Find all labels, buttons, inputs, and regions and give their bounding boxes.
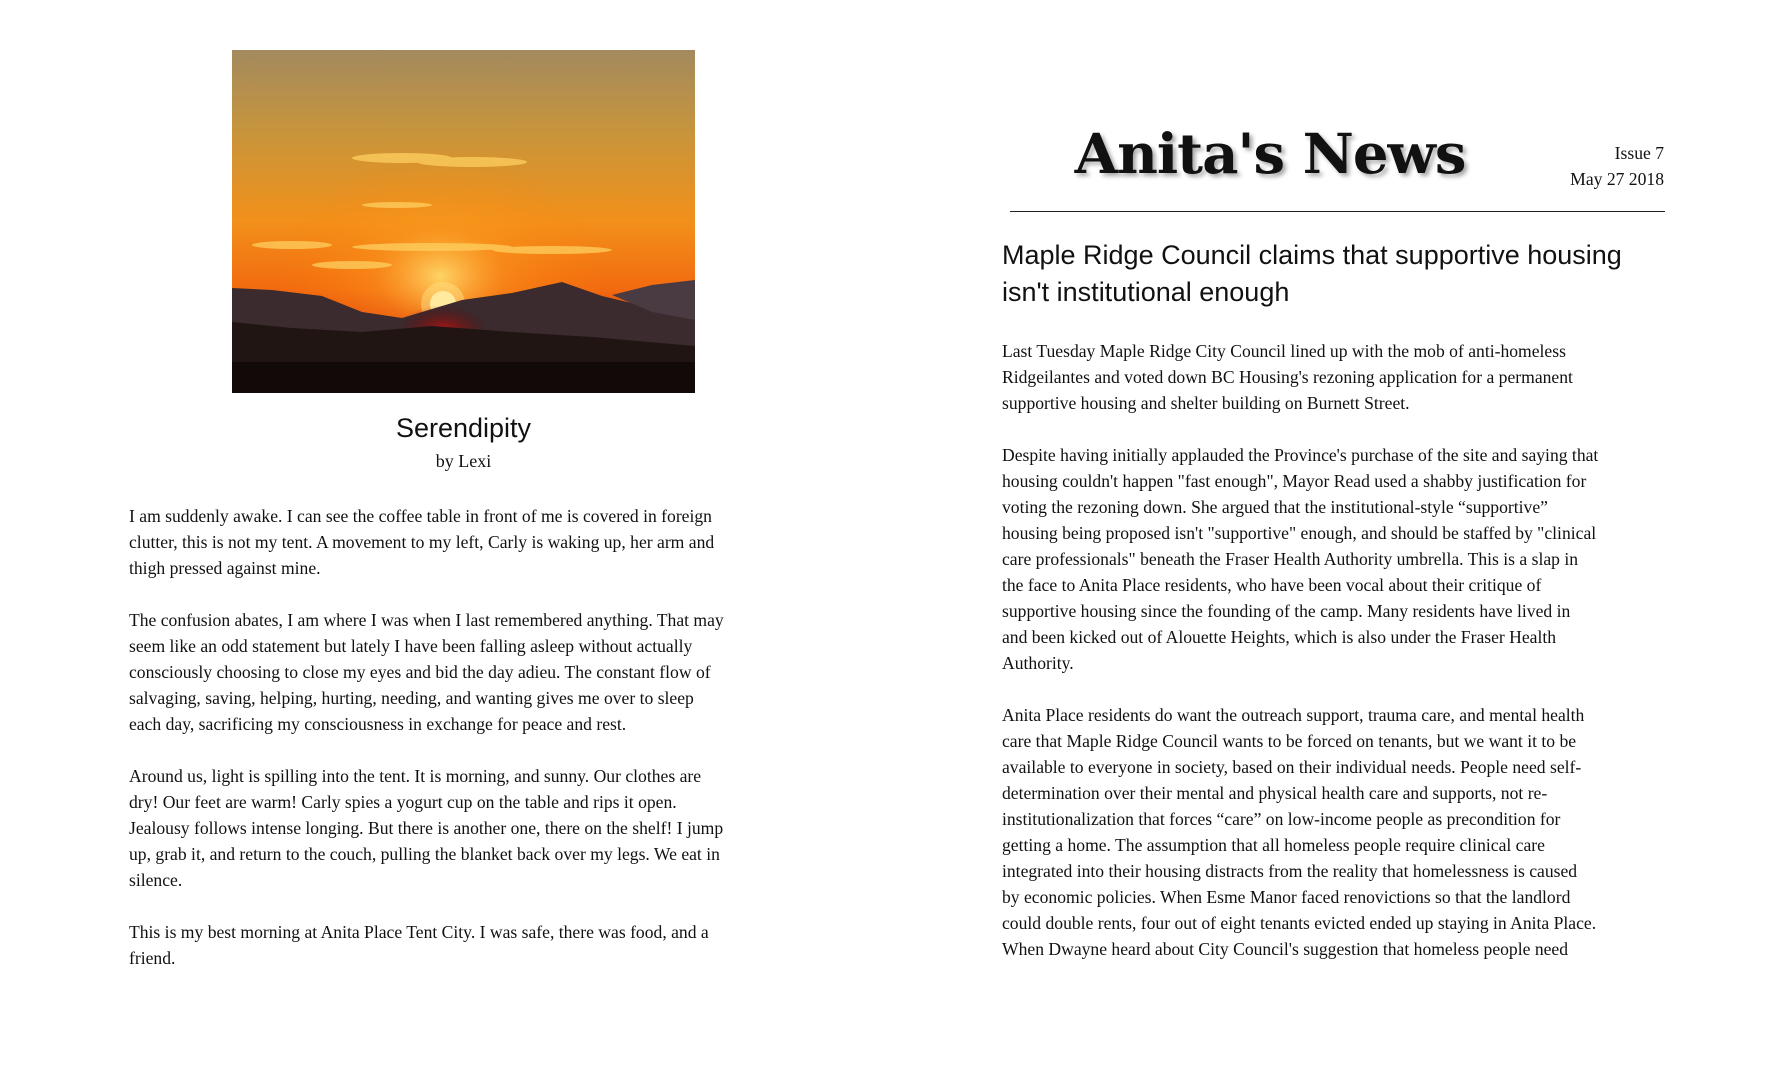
article-paragraph xyxy=(1002,702,1668,962)
headline-line: Maple Ridge Council claims that supportive housing xyxy=(1002,240,1622,270)
text-line: Ridgeilantes and voted down BC Housing's rezoning application for a permanent xyxy=(1002,367,1573,387)
sunset-image xyxy=(232,50,695,393)
text-line: and been kicked out of Alouette Heights, which is also under the Fraser Health xyxy=(1002,627,1557,647)
text-line: care professionals" beneath the Fraser Health Authority umbrella. This is a slap in xyxy=(1002,549,1579,569)
story-title: Serendipity xyxy=(395,413,532,443)
text-line: voting the rezoning down. She argued that the institutional-style “supportive” xyxy=(1002,497,1548,517)
text-line: getting a home. The assumption that all homeless people require clinical care xyxy=(1002,835,1545,855)
text-line: care that Maple Ridge Council wants to be forced on tenants, but we want it to be xyxy=(1002,731,1577,751)
story-paragraph xyxy=(129,503,799,581)
story-byline: by Lexi xyxy=(435,451,492,471)
text-line: the face to Anita Place residents, who have been vocal about their critique of xyxy=(1002,575,1542,595)
text-line: This is my best morning at Anita Place Tent City. I was safe, there was food, and a xyxy=(129,922,709,942)
text-line: salvaging, saving, helping, hurting, needing, and wanting gives me over to sleep xyxy=(129,688,694,708)
newsletter-masthead: Anita's News xyxy=(1074,121,1466,186)
text-line: Last Tuesday Maple Ridge City Council lined up with the mob of anti-homeless xyxy=(1002,341,1566,361)
text-line: The confusion abates, I am where I was when I last remembered anything. That may xyxy=(129,610,724,630)
text-line: integrated into their housing distracts from the reality that homelessness is caused xyxy=(1002,861,1578,881)
text-line: friend. xyxy=(129,948,176,968)
issue-number: Issue 7 xyxy=(1614,143,1664,163)
text-line: Authority. xyxy=(1002,653,1074,673)
text-line: thigh pressed against mine. xyxy=(129,558,321,578)
sunset-photo xyxy=(232,50,695,393)
masthead-divider xyxy=(1010,211,1665,212)
text-line: silence. xyxy=(129,870,183,890)
text-line: Despite having initially applauded the Province's purchase of the site and saying that xyxy=(1002,445,1599,465)
text-line: Anita Place residents do want the outreach support, trauma care, and mental health xyxy=(1002,705,1585,725)
text-line: consciously choosing to close my eyes and bid the day adieu. The constant flow of xyxy=(129,662,711,682)
text-line: I am suddenly awake. I can see the coffee table in front of me is covered in foreign xyxy=(129,506,712,526)
text-line: Jealousy follows intense longing. But there is another one, there on the shelf! I jump xyxy=(129,818,724,838)
text-line: up, grab it, and return to the couch, pulling the blanket back over my legs. We eat in xyxy=(129,844,720,864)
text-line: housing couldn't happen "fast enough", Mayor Read used a shabby justification for xyxy=(1002,471,1587,491)
text-line: determination over their mental and physical health care and supports, not re- xyxy=(1002,783,1548,803)
text-line: each day, sacrificing my consciousness in exchange for peace and rest. xyxy=(129,714,627,734)
text-line: institutionalization that forces “care” on low-income people as precondition for xyxy=(1002,809,1561,829)
text-line: supportive housing and shelter building on Burnett Street. xyxy=(1002,393,1410,413)
text-line: supportive housing since the founding of the camp. Many residents have lived in xyxy=(1002,601,1571,621)
story-paragraph xyxy=(129,607,799,737)
text-line: Around us, light is spilling into the tent. It is morning, and sunny. Our clothes are xyxy=(129,766,702,786)
story-paragraph xyxy=(129,919,799,971)
issue-date: May 27 2018 xyxy=(1570,169,1664,189)
article-paragraph xyxy=(1002,338,1668,416)
text-line: clutter, this is not my tent. A movement to my left, Carly is waking up, her arm and xyxy=(129,532,715,552)
text-line: available to everyone in society, based on their individual needs. People need self- xyxy=(1002,757,1582,777)
text-line: housing being proposed isn't "supportive" enough, and should be staffed by "clinical xyxy=(1002,523,1597,543)
article-body xyxy=(1002,338,1668,988)
story-paragraph xyxy=(129,763,799,893)
text-line: by economic policies. When Esme Manor faced renovictions so that the landlord xyxy=(1002,887,1571,907)
article-headline xyxy=(1002,237,1672,311)
text-line: dry! Our feet are warm! Carly spies a yogurt cup on the table and rips it open. xyxy=(129,792,677,812)
story-body xyxy=(129,503,799,997)
text-line: seem like an odd statement but lately I have been falling asleep without actually xyxy=(129,636,693,656)
article-paragraph xyxy=(1002,442,1668,676)
headline-line: isn't institutional enough xyxy=(1002,277,1290,307)
text-line: When Dwayne heard about City Council's suggestion that homeless people need xyxy=(1002,939,1569,959)
text-line: could double rents, four out of eight tenants evicted ended up staying in Anita Place. xyxy=(1002,913,1597,933)
issue-info xyxy=(1570,140,1664,192)
